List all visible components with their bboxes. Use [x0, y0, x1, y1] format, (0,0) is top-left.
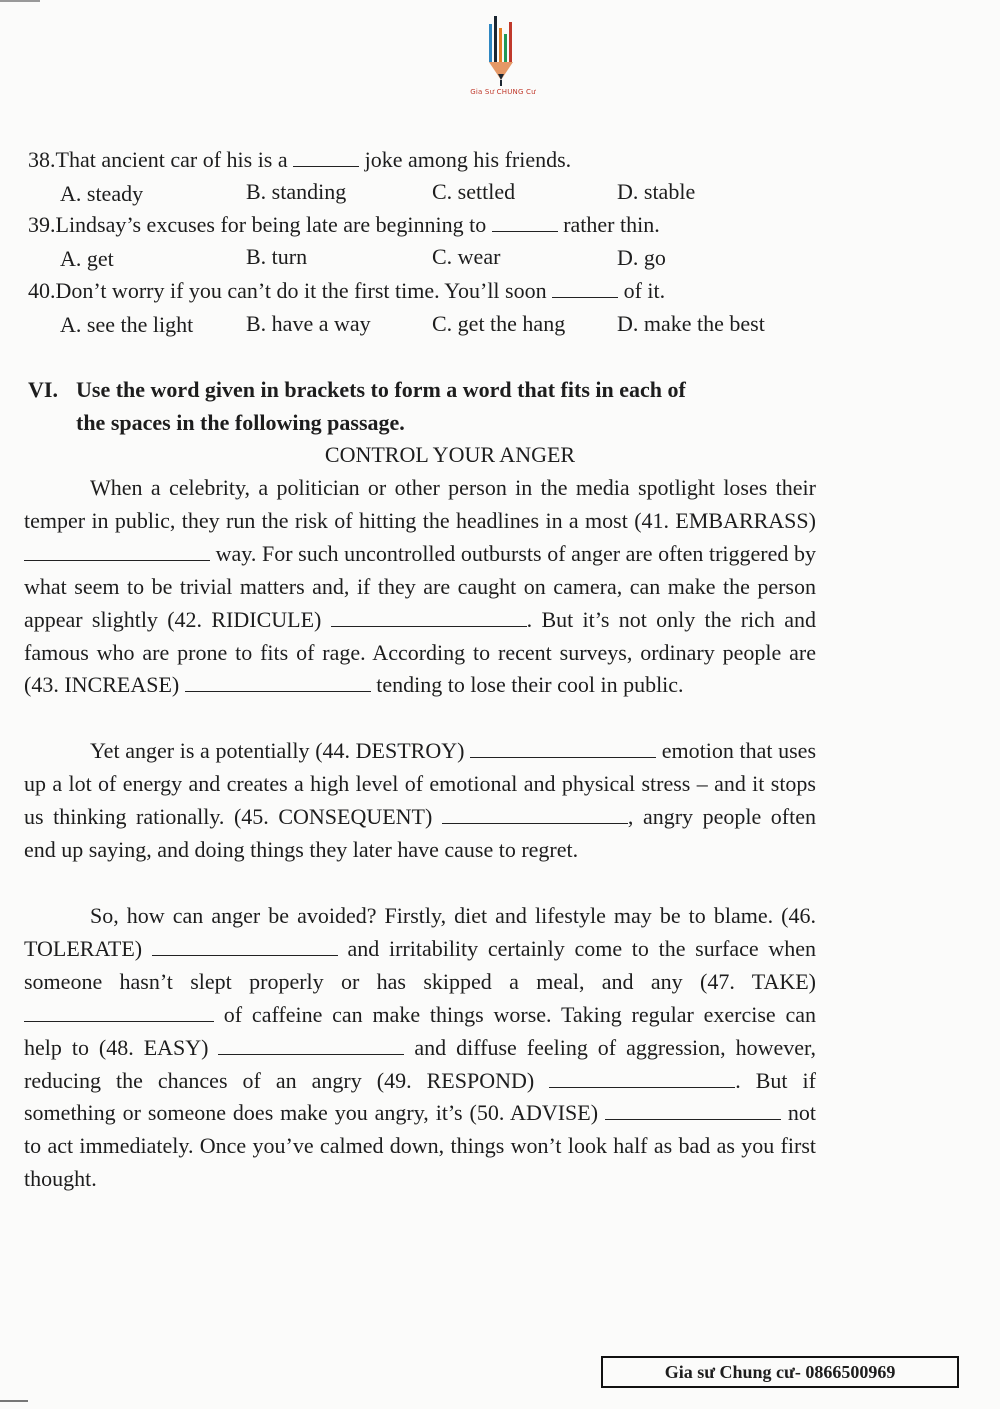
answer-blank-45[interactable]	[442, 805, 628, 824]
option-d[interactable]: D. make the best	[617, 311, 765, 336]
passage-text: So, how can anger be avoided? Firstly, diet and lifestyle may be to blame.	[90, 903, 782, 928]
option-d[interactable]: D. go	[617, 245, 666, 270]
answer-blank[interactable]	[492, 213, 558, 232]
question-text: rather thin.	[557, 212, 660, 237]
passage-paragraph-1	[24, 472, 816, 702]
passage-paragraph-2	[24, 735, 816, 867]
logo-caption: Gia Sư CHUNG Cư	[470, 88, 536, 96]
word-cue-42: (42. RIDICULE)	[167, 606, 322, 632]
scan-edge-mark	[0, 1400, 28, 1402]
question-40	[28, 276, 665, 306]
option-c[interactable]: C. get the hang	[432, 311, 566, 336]
word-cue-43: (43. INCREASE)	[24, 672, 180, 698]
section-instruction-line-1: Use the word given in brackets to form a word that fits in each of	[76, 377, 686, 402]
word-cue-46: (46. TOLERATE)	[24, 903, 816, 961]
option-c[interactable]: C. settled	[432, 179, 516, 204]
question-number: 38.	[28, 147, 56, 172]
answer-blank-48[interactable]	[218, 1036, 404, 1055]
pencil-bars-logo-icon	[483, 14, 523, 86]
passage-text: emotion that uses up a lot of energy and creates a high level of emotional and physical stress – and it stops us thinking rationally.	[24, 738, 817, 829]
question-number: 40.	[28, 278, 56, 303]
option-a[interactable]: A. get	[60, 246, 114, 271]
passage-text: Yet anger is a potentially	[90, 738, 316, 763]
word-cue-45: (45. CONSEQUENT)	[233, 803, 433, 829]
answer-blank-42[interactable]	[331, 608, 527, 627]
passage-text: and diffuse feeling of aggression, however, reducing the chances of an angry	[24, 1034, 816, 1093]
option-a[interactable]: A. see the light	[60, 312, 194, 337]
word-cue-41: (41. EMBARRASS)	[634, 507, 816, 533]
section-instruction-line-2: the spaces in the following passage.	[76, 410, 405, 435]
option-d[interactable]: D. stable	[617, 179, 696, 204]
answer-blank-49[interactable]	[549, 1069, 735, 1088]
passage-title: CONTROL YOUR ANGER	[324, 442, 576, 467]
section-number: VI.	[28, 377, 58, 402]
passage-text: and irritability certainly come to the surface when someone hasn’t slept properly or has skipped a meal, and any	[24, 935, 817, 994]
scan-edge-mark	[0, 0, 40, 2]
answer-blank-41[interactable]	[24, 542, 210, 561]
word-cue-47: (47. TAKE)	[700, 968, 816, 994]
question-text: of it.	[618, 278, 666, 303]
option-a[interactable]: A. steady	[60, 181, 144, 206]
word-cue-48: (48. EASY)	[98, 1034, 209, 1060]
passage-text: way. For such uncontrolled outbursts of anger are often triggered by what seem to be trivial matters and, if they are caught on camera, can make the person appear slightly	[24, 540, 816, 632]
answer-blank-46[interactable]	[152, 937, 338, 956]
question-text: That ancient car of his is a	[55, 147, 294, 172]
word-cue-44: (44. DESTROY)	[315, 738, 465, 763]
passage-text: . But it’s not only the rich and famous who are prone to fits of rage. According to recent surveys, ordinary people are	[24, 606, 816, 665]
answer-blank-44[interactable]	[470, 739, 656, 758]
answer-blank-43[interactable]	[185, 673, 371, 692]
passage-text: not to act immediately. Once you’ve calmed down, things won’t look half as bad as you first thought.	[24, 1100, 816, 1192]
passage-text: of caffeine can make things worse. Taking regular exercise can help to	[24, 1001, 816, 1060]
option-b[interactable]: B. turn	[246, 244, 308, 269]
answer-blank-50[interactable]	[605, 1101, 781, 1120]
question-text: Lindsay’s excuses for being late are beginning to	[55, 212, 492, 237]
passage-text: tending to lose their cool in public.	[370, 672, 684, 698]
answer-blank[interactable]	[293, 148, 359, 167]
passage-text: . But if something or someone does make you angry, it’s	[24, 1067, 816, 1126]
option-b[interactable]: B. standing	[246, 179, 347, 204]
passage-paragraph-3	[24, 900, 816, 1196]
word-cue-50: (50. ADVISE)	[469, 1100, 599, 1126]
logo	[463, 14, 543, 112]
option-b[interactable]: B. have a way	[246, 311, 371, 336]
question-text: Don’t worry if you can’t do it the first time. You’ll soon	[55, 278, 553, 303]
question-number: 39.	[28, 212, 56, 237]
passage-text: , angry people often end up saying, and doing things they later have cause to regret.	[24, 803, 816, 862]
answer-blank-47[interactable]	[24, 1003, 214, 1022]
question-38	[28, 145, 571, 175]
passage-text: When a celebrity, a politician or other person in the media spotlight loses their temper in public, they run the risk of hitting the headlines in a most	[24, 475, 816, 533]
answer-blank[interactable]	[552, 279, 618, 298]
question-text: joke among his friends.	[359, 147, 572, 172]
word-cue-49: (49. RESPOND)	[376, 1067, 535, 1093]
footer-contact-box: Gia sư Chung cư- 0866500969	[601, 1356, 959, 1388]
question-39	[28, 210, 660, 240]
option-c[interactable]: C. wear	[432, 244, 501, 269]
